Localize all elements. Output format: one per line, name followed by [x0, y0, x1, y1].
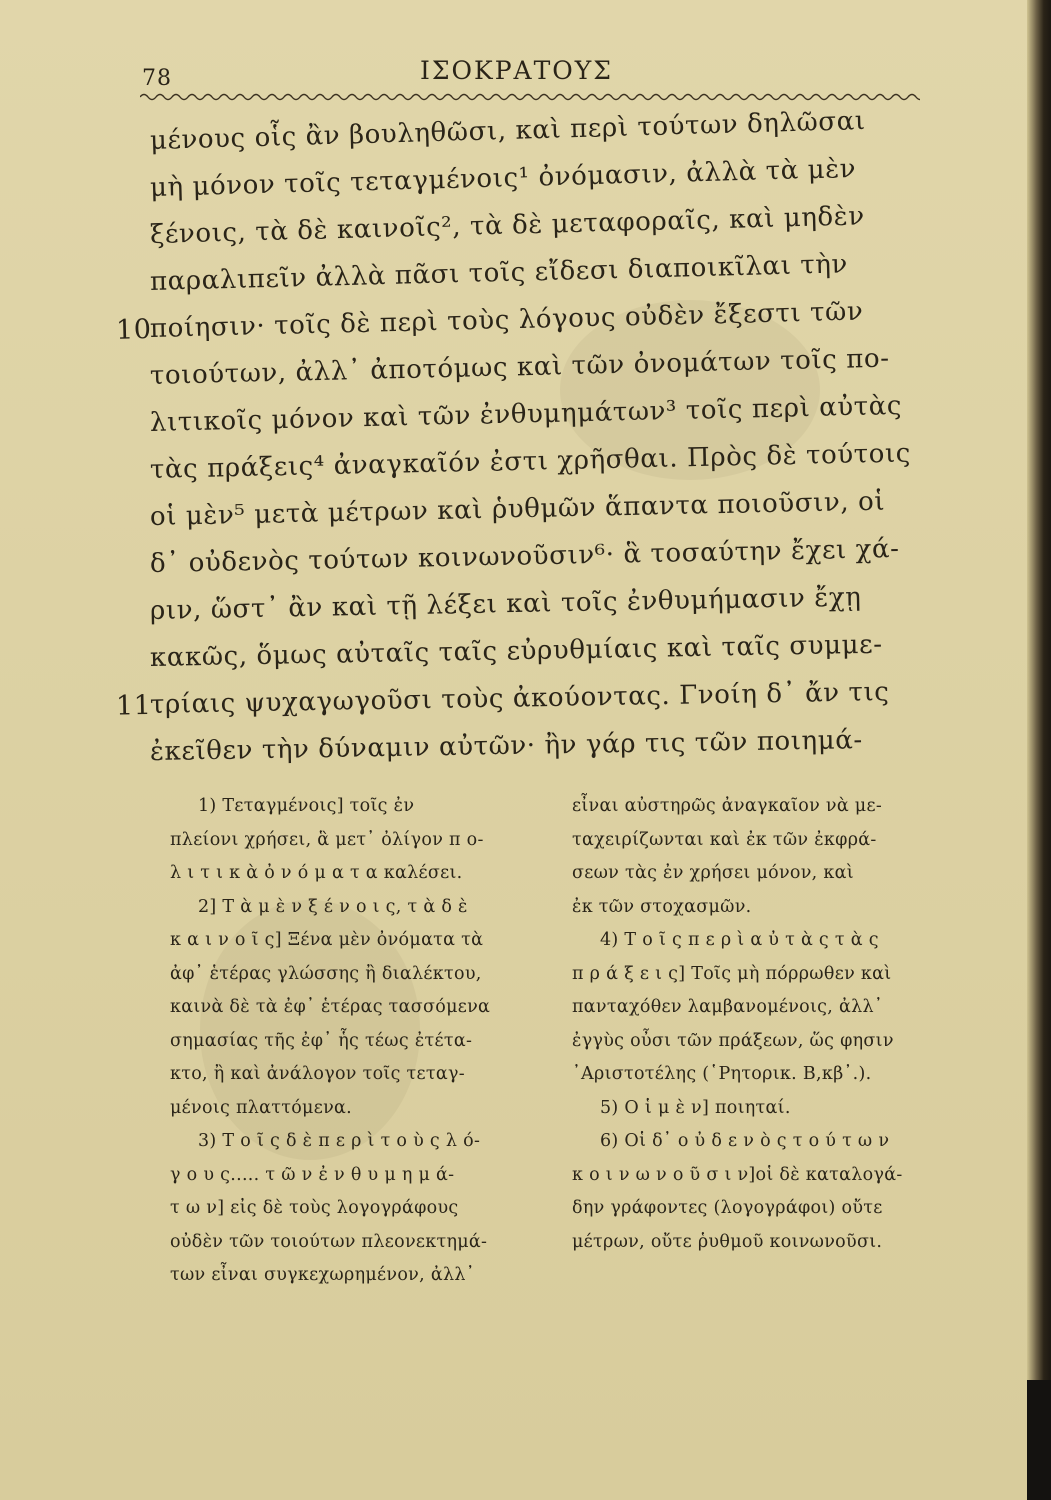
line-text: δ᾽ οὐδενὸς τούτων κοινωνοῦσιν⁶· ἃ τοσαύτην ἔχει χά- — [149, 533, 900, 579]
line-text: ἐκεῖθεν τὴν δύναμιν αὐτῶν· ἢν γάρ τις τῶν ποιημά- — [149, 725, 864, 767]
footnote-line: δην γράφοντες (λογογράφοι) οὔτε — [572, 1198, 883, 1218]
footnote-line: ταχειρίζωνται καὶ ἐκ τῶν ἐκφρά- — [572, 829, 877, 850]
line-text: τὰς πράξεις⁴ ἀναγκαῖόν ἐστι χρῆσθαι. Πρὸς δὲ τούτοις — [149, 438, 912, 485]
footnote-line: των εἶναι συγκεχωρημένον, ἀλλ᾽ — [170, 1265, 475, 1285]
footnote-line: μένοις πλαττόμενα. — [170, 1097, 353, 1118]
line-text: λιτικοῖς μόνον καὶ τῶν ἐνθυμημάτων³ τοῖς περὶ αὐτὰς — [149, 390, 903, 438]
footnote-line: γ ο υ ς..... τ ῶ ν ἐ ν θ υ μ η μ ά- — [170, 1164, 455, 1185]
line-text: μένους οἷς ἂν βουληθῶσι, καὶ περὶ τούτων δηλῶσαι — [149, 106, 867, 156]
footnote-line: π ρ ά ξ ε ι ς] Τοῖς μὴ πόρρωθεν καὶ — [572, 963, 892, 984]
footnote-line: 6) Οἱ δ᾽ ο ὐ δ ε ν ὸ ς τ ο ύ τ ω ν — [600, 1131, 890, 1151]
line-text: μὴ μόνον τοῖς τεταγμένοις¹ ὀνόμασιν, ἀλλὰ τὰ μὲν — [149, 153, 857, 203]
line-text: τρίαις ψυχαγωγοῦσι τοὺς ἀκούοντας. Γνοίη δ᾽ ἄν τις — [149, 677, 890, 720]
footnote-line: ᾽Αριστοτέλης (῾Ρητορικ. Β,κβ᾽.). — [572, 1064, 872, 1084]
running-head: ΙΣΟΚΡΑΤΟΥΣ — [420, 56, 613, 85]
line-text: οἱ μὲν⁵ μετὰ μέτρων καὶ ῥυθμῶν ἅπαντα ποιοῦσιν, οἱ — [149, 486, 886, 532]
main-text-block — [115, 106, 940, 776]
footnote-line: 1) Τεταγμένοις] τοῖς ἐν — [198, 796, 415, 816]
footnote-line: μέτρων, οὔτε ῥυθμοῦ κοινωνοῦσι. — [572, 1231, 883, 1252]
footnotes-left-column — [170, 790, 548, 1293]
footnote-line: κ α ι ν ο ῖ ς] Ξένα μὲν ὀνόματα τὰ — [170, 930, 484, 950]
line-text: ριν, ὥστ᾽ ἂν καὶ τῇ λέξει καὶ τοῖς ἐνθυμήμασιν ἔχῃ — [149, 582, 862, 626]
footnote-line: ἀφ᾽ ἑτέρας γλώσσης ἢ διαλέκτου, — [170, 963, 482, 984]
footnote-line: οὐδὲν τῶν τοιούτων πλεονεκτημά- — [170, 1231, 488, 1252]
footnote-line: 2] Τ ὰ μ ὲ ν ξ έ ν ο ι ς, τ ὰ δ ὲ — [198, 896, 468, 917]
page-number: 78 — [142, 66, 172, 91]
footnote-line: 3) Τ ο ῖ ς δ ὲ π ε ρ ὶ τ ο ὺ ς λ ό- — [198, 1131, 481, 1151]
footnote-line: ἐγγὺς οὖσι τῶν πράξεων, ὥς φησιν — [572, 1030, 894, 1051]
line-text: παραλιπεῖν ἀλλὰ πᾶσι τοῖς εἴδεσι διαποικῖλαι τὴν — [149, 249, 849, 297]
footnote-line: εἶναι αὐστηρῶς ἀναγκαῖον νὰ με- — [572, 796, 883, 816]
line-number: 11 — [115, 689, 152, 722]
line-number: 10 — [115, 313, 152, 346]
footnote-line: σημασίας τῆς ἐφ᾽ ἧς τέως ἐτέτα- — [170, 1030, 473, 1051]
footnote-line: κ ο ι ν ω ν ο ῦ σ ι ν]οἱ δὲ καταλογά- — [572, 1164, 903, 1185]
footnote-line: 5) Ο ἱ μ ὲ ν] ποιηταί. — [600, 1097, 791, 1118]
footnote-line: κτο, ἢ καὶ ἀνάλογον τοῖς τεταγ- — [170, 1064, 465, 1084]
line-text: ποίησιν· τοῖς δὲ περὶ τοὺς λόγους οὐδὲν ἔξεστι τῶν — [149, 296, 864, 344]
footnote-line: τ ω ν] εἰς δὲ τοὺς λογογράφους — [170, 1198, 459, 1218]
footnote-line: σεων τὰς ἐν χρήσει μόνον, καὶ — [572, 863, 854, 883]
line-text: ξένοις, τὰ δὲ καινοῖς², τὰ δὲ μεταφοραῖς, καὶ μηδὲν — [149, 201, 866, 250]
footnote-line: ἐκ τῶν στοχασμῶν. — [572, 896, 752, 917]
footnote-line: πλείονι χρήσει, ἃ μετ᾽ ὀλίγον π ο- — [170, 829, 484, 850]
footnote-line: λ ι τ ι κ ὰ ὀ ν ό μ α τ α καλέσει. — [170, 863, 463, 883]
footnote-line: πανταχόθεν λαμβανομένοις, ἀλλ᾽ — [572, 997, 883, 1017]
line-text: κακῶς, ὅμως αὐταῖς ταῖς εὐρυθμίαις καὶ ταῖς συμμε- — [149, 629, 883, 673]
footnotes-right-column — [572, 790, 962, 1259]
footnote-line: καινὰ δὲ τὰ ἐφ᾽ ἑτέρας τασσόμενα — [170, 997, 491, 1017]
book-binding-edge — [1027, 0, 1051, 1500]
footnote-line: 4) Τ ο ῖ ς π ε ρ ὶ α ὐ τ ὰ ς τ ὰ ς — [600, 930, 879, 950]
line-text: τοιούτων, ἀλλ᾽ ἀποτόμως καὶ τῶν ὀνομάτων τοῖς πο- — [149, 343, 890, 391]
